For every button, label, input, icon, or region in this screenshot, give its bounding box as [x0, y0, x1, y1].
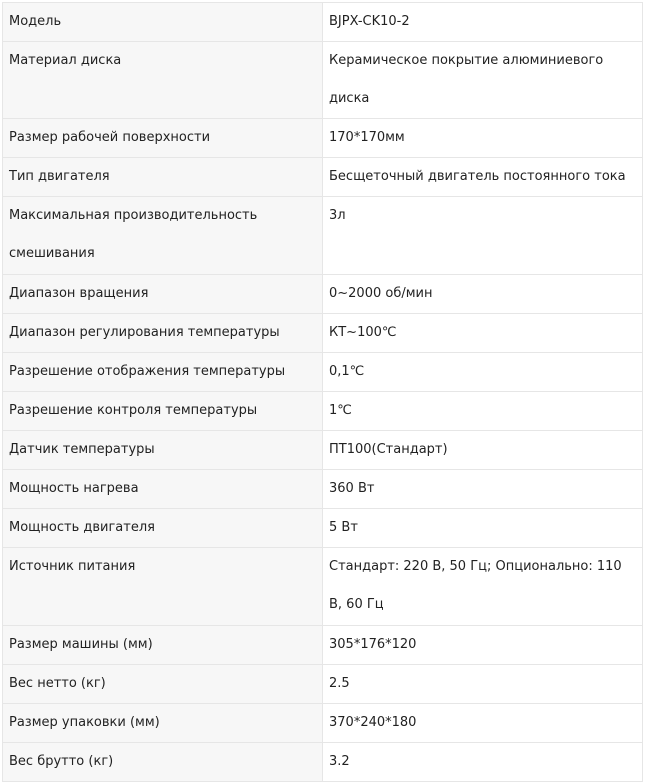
spec-label: Диапазон вращения	[3, 275, 323, 314]
spec-label: Материал диска	[3, 42, 323, 119]
spec-label: Диапазон регулирования температуры	[3, 314, 323, 353]
table-row	[3, 665, 643, 704]
table-row	[3, 626, 643, 665]
spec-value: 305*176*120	[323, 626, 643, 665]
spec-label: Мощность двигателя	[3, 509, 323, 548]
table-row	[3, 509, 643, 548]
spec-label: Модель	[3, 3, 323, 42]
spec-label: Размер машины (мм)	[3, 626, 323, 665]
spec-value: ПТ100(Стандарт)	[323, 431, 643, 470]
spec-value: Бесщеточный двигатель постоянного тока	[323, 158, 643, 197]
spec-value: 0~2000 об/мин	[323, 275, 643, 314]
spec-label: Вес нетто (кг)	[3, 665, 323, 704]
spec-label: Источник питания	[3, 548, 323, 626]
spec-value: Керамическое покрытие алюминиевого диска	[323, 42, 643, 119]
table-row	[3, 431, 643, 470]
table-row	[3, 119, 643, 158]
table-row	[3, 197, 643, 275]
spec-value: 0,1℃	[323, 353, 643, 392]
spec-value: 3л	[323, 197, 643, 275]
spec-value: 370*240*180	[323, 704, 643, 743]
spec-label: Вес брутто (кг)	[3, 743, 323, 782]
spec-value: Стандарт: 220 В, 50 Гц; Опционально: 110 В, 60 Гц	[323, 548, 643, 626]
table-row	[3, 704, 643, 743]
spec-value: КТ~100℃	[323, 314, 643, 353]
spec-label: Разрешение отображения температуры	[3, 353, 323, 392]
spec-label: Размер рабочей поверхности	[3, 119, 323, 158]
table-row	[3, 548, 643, 626]
spec-value: 5 Вт	[323, 509, 643, 548]
spec-value: 360 Вт	[323, 470, 643, 509]
specs-table	[2, 2, 643, 782]
table-row	[3, 158, 643, 197]
spec-value: 2.5	[323, 665, 643, 704]
spec-label: Мощность нагрева	[3, 470, 323, 509]
spec-value: 1℃	[323, 392, 643, 431]
spec-label: Разрешение контроля температуры	[3, 392, 323, 431]
table-row	[3, 743, 643, 782]
spec-label: Тип двигателя	[3, 158, 323, 197]
table-row	[3, 392, 643, 431]
table-row	[3, 42, 643, 119]
table-row	[3, 353, 643, 392]
spec-value: 3.2	[323, 743, 643, 782]
spec-value: 170*170мм	[323, 119, 643, 158]
table-row	[3, 3, 643, 42]
spec-label: Размер упаковки (мм)	[3, 704, 323, 743]
spec-value: BJPX-CK10-2	[323, 3, 643, 42]
table-row	[3, 275, 643, 314]
table-row	[3, 470, 643, 509]
spec-label: Датчик температуры	[3, 431, 323, 470]
spec-label: Максимальная производительность смешивания	[3, 197, 323, 275]
table-row	[3, 314, 643, 353]
